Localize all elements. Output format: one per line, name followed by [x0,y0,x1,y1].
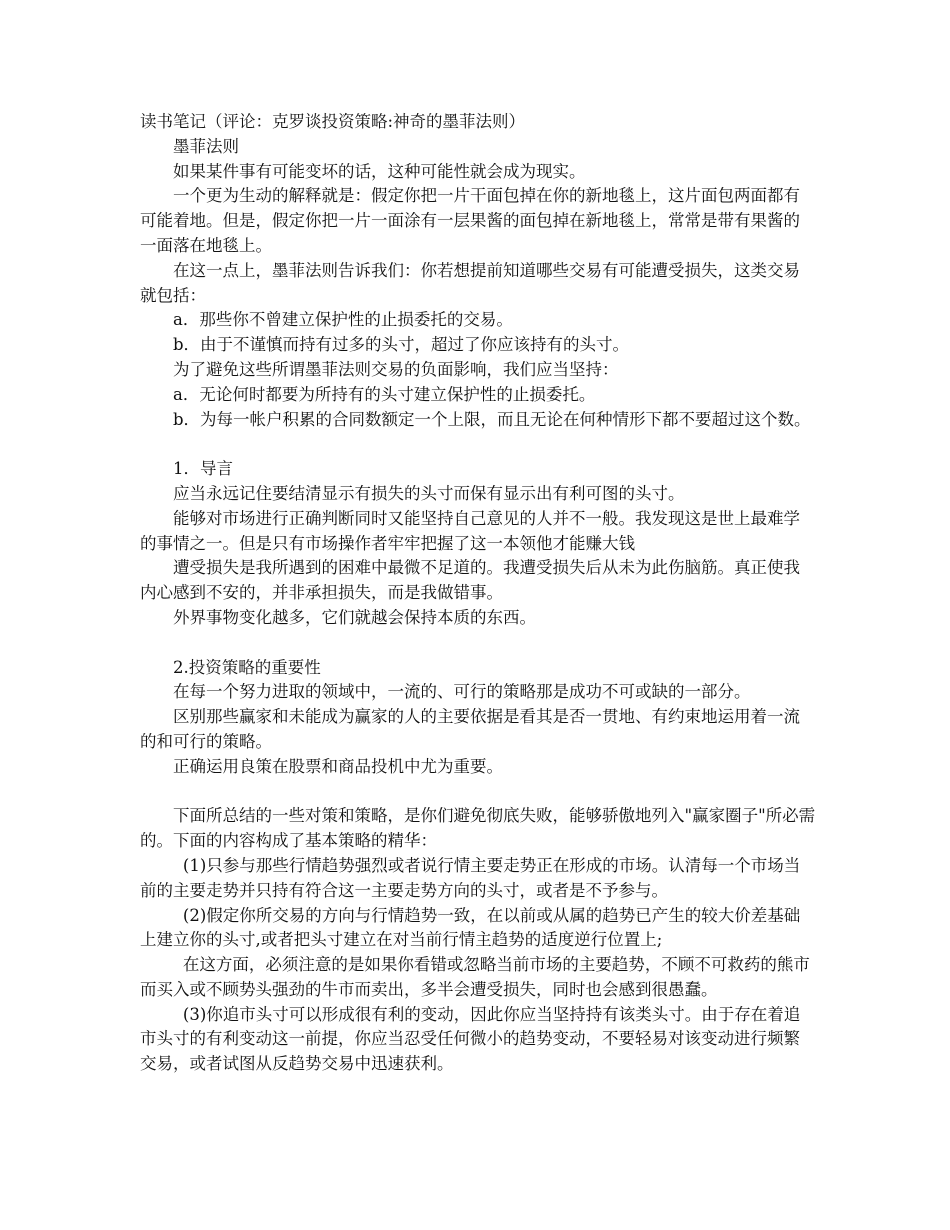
section-heading: 2.投资策略的重要性 [173,657,321,677]
paragraph: 为了避免这些所谓墨菲法则交易的负面影响，我们应当坚持： [173,359,619,379]
paragraph: 外界事物变化越多，它们就越会保持本质的东西。 [173,607,536,627]
paragraph: 如果某件事有可能变坏的话，这种可能性就会成为现实。 [173,161,586,181]
paragraph: 区别那些赢家和未能成为赢家的人的主要依据是看其是否一贯地、有约束地运用着一流的和可行的策略。 [140,707,800,751]
document-body [140,110,816,1077]
paragraph: 在这方面，必须注意的是如果你看错或忽略当前市场的主要趋势，不顾不可救药的熊市而买入或不顾势头强劲的牛市而卖出，多半会遭受损失，同时也会感到很愚蠢。 [140,955,810,999]
blank-line [140,780,816,805]
list-item: (2)假定你所交易的方向与行情趋势一致，在以前或从属的趋势已产生的较大价差基础上建立你的头寸,或者把头寸建立在对当前行情主趋势的适度逆行位置上; [140,905,801,950]
paragraph: 应当永远记住要结清显示有损失的头寸而保有显示出有利可图的头寸。 [173,483,685,503]
blank-line [140,432,816,457]
paragraph: 一个更为生动的解释就是：假定你把一片干面包掉在你的新地毯上，这片面包两面都有可能着地。但是，假定你把一片一面涂有一层果酱的面包掉在新地毯上，常常是带有果酱的一面落在地毯上。 [140,186,800,255]
list-item: b．为每一帐户积累的合同数额定一个上限，而且无论在何种情形下都不要超过这个数。 [173,409,811,429]
blank-line [140,631,816,656]
list-item: a．无论何时都要为所持有的头寸建立保护性的止损委托。 [173,384,596,404]
list-item: b．由于不谨慎而持有过多的头寸，超过了你应该持有的头寸。 [173,335,630,355]
paragraph: 正确运用良策在股票和商品投机中尤为重要。 [173,756,503,776]
list-item: a．那些你不曾建立保护性的止损委托的交易。 [173,310,513,330]
paragraph: 在每一个努力进取的领域中，一流的、可行的策略那是成功不可或缺的一部分。 [173,682,751,702]
paragraph: 能够对市场进行正确判断同时又能坚持自己意见的人并不一般。我发现这是世上最难学的事情之一。但是只有市场操作者牢牢把握了这一本领他才能赚大钱 [140,508,800,553]
document-title: 读书笔记（评论：克罗谈投资策略:神奇的墨菲法则） [140,112,526,131]
paragraph: 下面所总结的一些对策和策略，是你们避免彻底失败，能够骄傲地列入"赢家圈子"所必需的。下面的内容构成了基本策略的精华： [140,806,816,851]
list-item: (3)你追市头寸可以形成很有利的变动，因此你应当坚持持有该类头寸。由于存在着追市头寸的有利变动这一前提，你应当忍受任何微小的趋势变动，不要轻易对该变动进行频繁交易，或者试图从反趋势交易中迅速获利。 [140,1004,801,1074]
heading-murphy-law: 墨菲法则 [173,136,239,156]
list-item: (1)只参与那些行情趋势强烈或者说行情主要走势正在形成的市场。认清每一个市场当前的主要走势并只持有符合这一主要走势方向的头寸，或者是不予参与。 [140,855,801,900]
paragraph: 遭受损失是我所遇到的困难中最微不足道的。我遭受损失后从未为此伤脑筋。真正使我内心感到不安的，并非承担损失，而是我做错事。 [140,558,800,603]
section-heading: 1．导言 [173,459,233,479]
paragraph: 在这一点上，墨菲法则告诉我们：你若想提前知道哪些交易有可能遭受损失，这类交易就包括： [140,260,800,305]
